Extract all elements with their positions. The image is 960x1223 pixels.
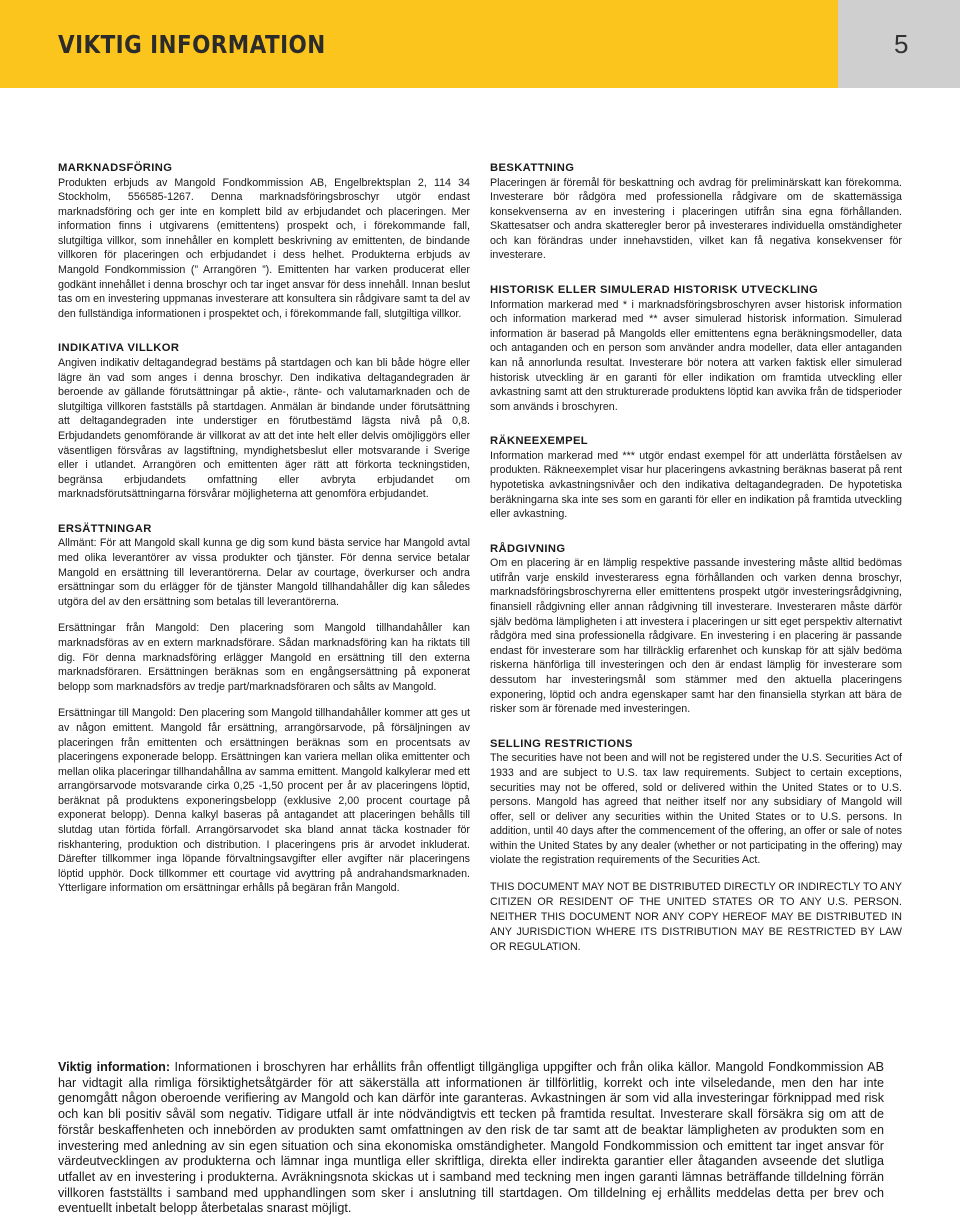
section-paragraph: Angiven indikativ deltagandegrad bestäms på startdagen och kan bli både högre eller lägre än vad som anges i denna broschyr. Den indikativa deltagandegraden är beroende av gällande förutsättningar på aktie-, ränte- och valutamarknaden och de slutgiltiga villkoren fastställs på startdagen. Anmälan är bindande under förutsättning att deltagandegraden inte understiger en förutbestämd lägsta nivå på 0,8. Erbjudandets genomförande är villkorat av att det inte helt eller delvis omöjliggörs eller väsentligen försvåras av lagstiftning, myndighetsbeslut eller motsvarande i Sverige eller i utlandet. Arrangören och emittenten äger rätt att förkorta teckningstiden, begränsa erbjudandets omfattning eller avbryta erbjudandet om marknadsförutsättningarna försvårar möjligheterna att genomföra erbjudandet. xyxy=(58,356,470,501)
section-heading: ERSÄTTNINGAR xyxy=(58,522,152,535)
section-rakneexempel xyxy=(490,434,902,521)
section-paragraph: Ersättningar från Mangold: Den placering som Mangold tillhandahåller kan marknadsföras av en extern marknadsförare. Sådan marknadsföring kan ha riktats till dig. För denna marknadsföring erlägger Mangold en ersättning till den externa marknadsföraren. Ersättningen beräknas som en engångsersättning på exponerat belopp som marknadsförs av tredje part/marknadsföraren och sålts av Mangold. xyxy=(58,622,470,693)
distribution-restriction-notice: THIS DOCUMENT MAY NOT BE DISTRIBUTED DIRECTLY OR INDIRECTLY TO ANY CITIZEN OR RESIDENT OF THE UNITED STATES OR TO ANY U.S. PERSON. NEITHER THIS DOCUMENT NOR ANY COPY HEREOF MAY BE DISTRIBUTED IN ANY JURISDICTION WHERE ITS DISTRIBUTION MAY BE RESTRICTED BY LAW OR REGULATION. xyxy=(490,881,902,954)
section-paragraph: Produkten erbjuds av Mangold Fondkommission AB, Engelbrektsplan 2, 114 34 Stockholm, 556585-1267. Denna marknadsföringsbroschyr utgör endast marknadsföring och ger inte en komplett bild av erbjudandet och placeringen. Mer information finns i utgivarens (emittentens) prospekt och, i förekommande fall, slutgiltiga villkor, som innehåller en komplett beskrivning av emittenten, de bindande villkoren för placeringen och erbjudandet i dess helhet. Produkterna erbjuds av Mangold Fondkommission (” Arrangören ”). Emittenten har varken producerat eller godkänt innehållet i denna broschyr och tar inget ansvar för dess innehåll. Innan beslut tas om en investering uppmanas investerare att konsultera sin rådgivare samt ta del av den fullständiga informationen i prospektet och, i förekommande fall, slutgiltiga villkor. xyxy=(58,176,470,320)
page-header xyxy=(0,0,960,88)
footer-text: Informationen i broschyren har erhållits från offentligt tillgängliga uppgifter och från olika källor. Mangold Fondkommission AB har vidtagit alla rimliga försiktighetsåtgärder för att säkerställa att informationen är tillförlitlig, korrekt och inte vilseledande, men den har inte genomgått någon oberoende verifiering av Mangold och kan därför inte garanteras. Avkastningen är som vid alla investeringar förknippad med risk och kan bli positiv såväl som negativ. Tidigare utfall är inte nödvändigtvis ett tecken på framtida resultat. Investerare skall försäkra sig om att de förstår beskaffenheten och innebörden av produkten samt omfattningen av den risk de tar samt att de beaktar lämpligheten av produkten som en investering med anledning av sin egen situation och sina ekonomiska omständigheter. Mangold Fondkommission och emittent tar inget ansvar för värdeutvecklingen av produkterna och lämnar inga muntliga eller skriftliga, direkta eller indirekta garantier eller åtaganden avseende det slutliga utfallet av en investering i produkterna. Avräkningsnota skickas ut i samband med teckning men ingen garanti lämnas beträffande tilldelning förrän villkoren fastställts i samband med upphandlingen som sker i anslutning till startdagen. Om tilldelning ej erhållits meddelas detta per brev och eventuellt inbetalt belopp återbetalas snarast möjligt. xyxy=(58,1060,884,1216)
section-paragraph: Information markerad med * i marknadsföringsbroschyren avser historisk information och information markerad med ** avser simulerad historisk information. Simulerad information är baserad på Mangolds eller emittentens egna beräkningsmodeller, data och antaganden och en person som använder andra modeller, data eller antaganden kan nå annorlunda resultat. Investerare bör notera att varken faktisk eller simulerad historisk utveckling är en garanti för eller indikation om framtida utveckling eller avkastning samt att den strukturerade produktens löptid kan avvika från de tidsperioder som används i broschyren. xyxy=(490,298,902,413)
section-paragraph: Information markerad med *** utgör endast exempel för att underlätta förståelsen av produkten. Räkneexemplet visar hur placeringens avkastning beräknas baserat på rent hypotetiska avkastningsnivåer och den indikativa deltagandegraden. De hypotetiska beräkningarna ska inte ses som en garanti för eller en indikation på framtida utveckling eller avkastning. xyxy=(490,449,902,521)
section-heading: RÅDGIVNING xyxy=(490,542,566,555)
section-marknadsforing xyxy=(58,161,470,321)
footer-lead: Viktig information: xyxy=(58,1060,171,1074)
section-paragraph: Allmänt: För att Mangold skall kunna ge dig som kund bästa service har Mangold avtal med olika leverantörer av vissa produkter och tjänster. För denna service betalar Mangold en ersättning till leverantörerna. Delar av courtage, överkurser och andra ersättningar som du erlägger för de tjänster Mangold tillhandahåller dig kan således utgöra del av den ersättning som betalas till leverantörerna. xyxy=(58,537,470,608)
section-heading: MARKNADSFÖRING xyxy=(58,162,173,174)
page-number-box xyxy=(838,0,960,88)
section-heading: HISTORISK ELLER SIMULERAD HISTORISK UTVECKLING xyxy=(490,284,819,297)
page-title: VIKTIG INFORMATION xyxy=(58,29,326,59)
left-column xyxy=(58,161,470,916)
section-selling-restrictions xyxy=(490,737,902,955)
section-historisk-utveckling xyxy=(490,283,902,414)
section-heading: SELLING RESTRICTIONS xyxy=(490,737,633,750)
section-paragraph: Ersättningar till Mangold: Den placering som Mangold tillhandahåller kommer att ges ut av någon emittent. Mangold får ersättning, arrangörsarvode, på försäljningen av placeringen från emittenten och ersättningen beräknas som en procentsats av placeringens exponerade belopp. Ersättningen kan variera mellan olika emittenter och mellan olika placeringar tillhandahållna av samma emittent. Mangold kalkylerar med ett arrangörsarvode motsvarande cirka 0,25 -1,50 procent per år av placeringens löptid, beräknat på produktens exponeringsbelopp (exklusive 2,00 procent courtage på exponerat belopp). Denna kalkyl baseras på antagandet att placeringen behålls till slutdag utan förtida förfall. Arrangörsarvodet ska bland annat täcka kostnader för riskhantering, produktion och distribution. I placeringens pris är arvodet inkluderat. Därefter tillkommer inga löpande förvaltningsavgifter eller avgifter när placeringens löptid upphör. Dock tillkommer ett courtage vid avyttring på andrahandsmarknaden. Ytterligare information om ersättningar erhålls på begäran från Mangold. xyxy=(58,707,470,895)
section-beskattning xyxy=(490,161,902,263)
section-paragraph: Om en placering är en lämplig respektive passande investering måste alltid bedömas utifrån varje enskild investeraress egna förhållanden och varken denna broschyr, marknadsföringsbroschyrerna eller emittentens prospekt utgör investeringsrådgivning, finansiell rådgivning eller annan rådgivning till investerare. Investeraren måste därför själv bedöma lämpligheten i att investera i placeringen ur sitt eget perspektiv alternativt rådgöra med sina professionella rådgivare. En investering i en placering är passande endast för investerare som har tillräcklig erfarenhet och kunskap för att själv bedöma riskerna hänförliga till investeringen och den är endast lämplig för investerare som dessutom har investeringsmål som stämmer med den aktuella placeringens exponering, löptid och andra egenskaper samt har den finansiella styrkan att bära de risker som är förenade med investeringen. xyxy=(490,557,902,716)
section-paragraph: Placeringen är föremål för beskattning och avdrag för preliminärskatt kan förekomma. Investerare bör rådgöra med professionella rådgivare om de skattemässiga konsekvenserna av en investering i placeringen utifrån sina egna förhållanden. Skattesatser och andra skatteregler beror på investerares individuella omständigheter och kan förändras under innehavstiden, vilket kan få negativa konsekvenser för investerare. xyxy=(490,176,902,262)
section-ersattningar xyxy=(58,522,470,896)
header-title-bar xyxy=(0,0,838,88)
right-column xyxy=(490,161,902,975)
section-heading: RÄKNEEXEMPEL xyxy=(490,435,589,448)
footer-disclaimer xyxy=(58,1060,884,1217)
section-heading: INDIKATIVA VILLKOR xyxy=(58,342,180,355)
section-heading: BESKATTNING xyxy=(490,162,575,174)
section-indikativa-villkor xyxy=(58,341,470,501)
page-number: 5 xyxy=(894,28,909,59)
section-paragraph: The securities have not been and will not be registered under the U.S. Securities Act of 1933 and are subject to U.S. tax law requirements. Subject to certain exceptions, securities may not be offered, sold or delivered within the United States or to U.S. persons. Mangold has agreed that neither itself nor any subsidiary of Mangold will offer, sell or deliver any securities within the United States or to U.S. persons. In addition, until 40 days after the commencement of the offering, an offer or sale of notes within the United States by any dealer (whether or not participating in the offering) may violate the registration requirements of the Securities Act. xyxy=(490,752,902,867)
section-radgivning xyxy=(490,542,902,717)
